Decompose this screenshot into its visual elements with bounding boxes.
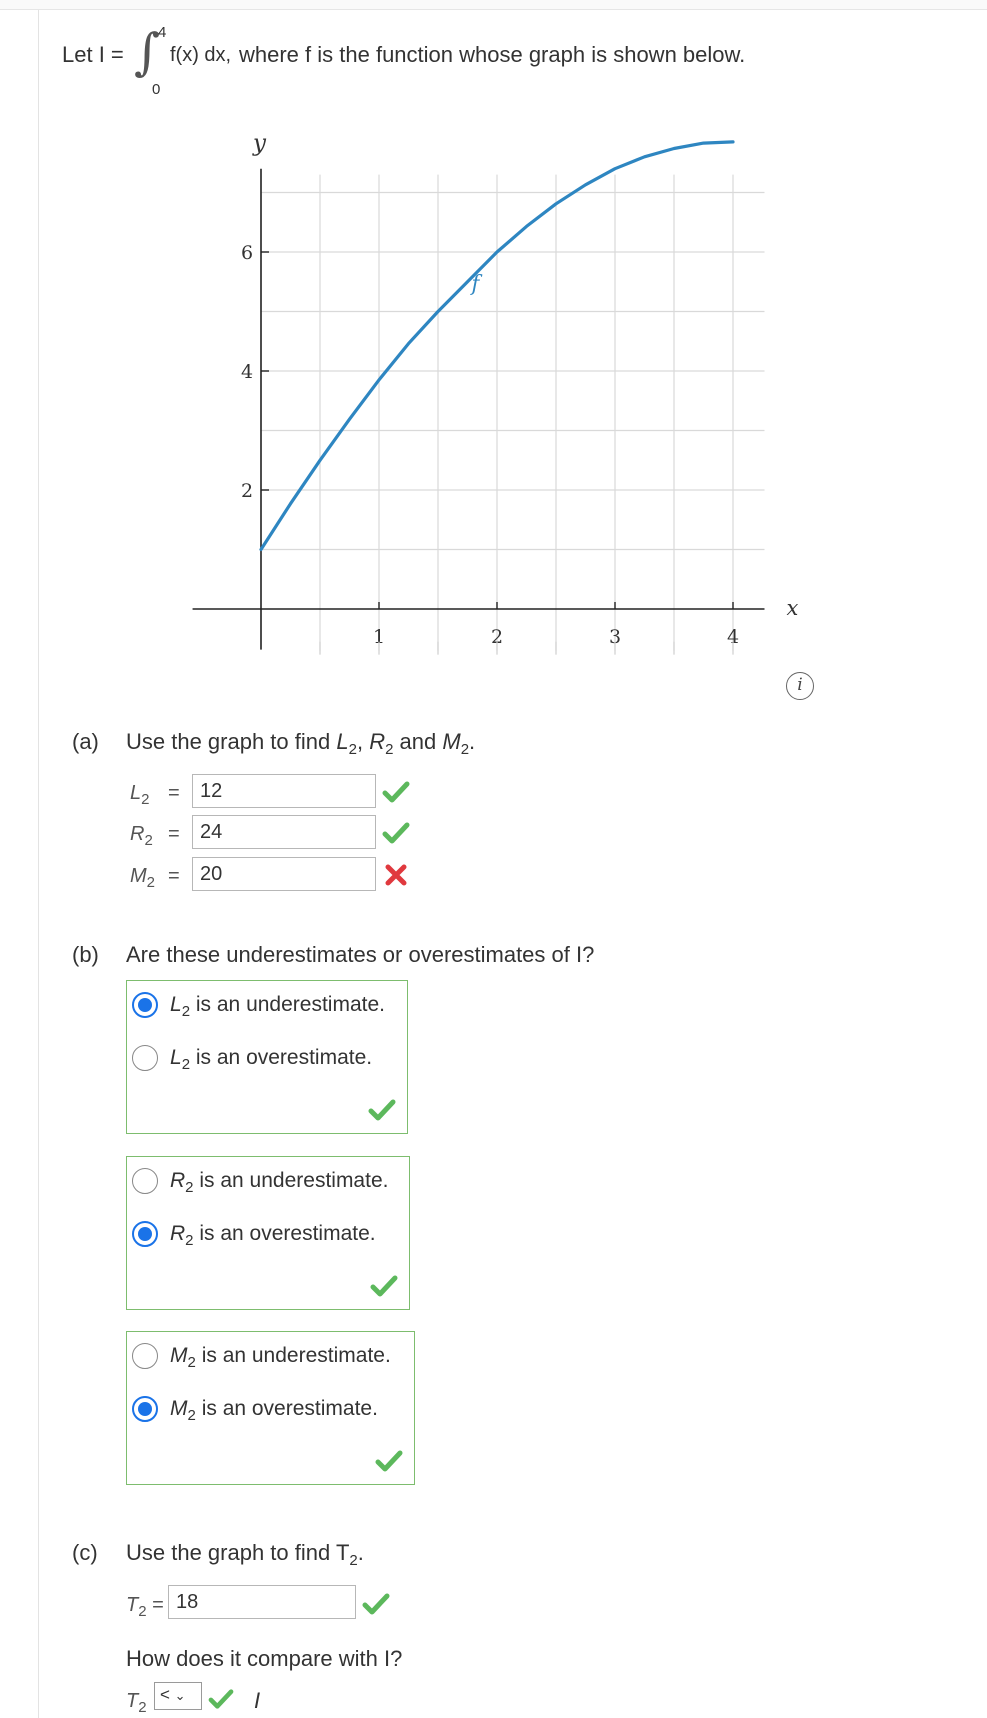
part-c-prompt-text: Use the graph to find T <box>126 1540 350 1565</box>
radio-option-label: $M_2$ is an overestimate. <box>170 1397 378 1424</box>
integrand: f(x) dx, <box>170 44 232 66</box>
radio-r2-overestimate[interactable] <box>132 1221 158 1247</box>
field-label-l2: $L_2$ <box>130 782 150 808</box>
y-axis-label: y <box>253 130 266 157</box>
function-graph <box>0 0 987 700</box>
integral-lower-limit: 0 <box>152 81 161 98</box>
x-tick-label: 1 <box>373 626 386 648</box>
radio-r2-underestimate[interactable] <box>132 1168 158 1194</box>
part-b-prompt: Are these underestimates or overestimates of I? <box>126 942 595 967</box>
compare-select[interactable] <box>154 1682 202 1710</box>
part-a-prompt: Use the graph to find $L_2$, $R_2$ and $M_2$. <box>126 729 476 758</box>
group-correct-check-icon <box>375 1449 403 1473</box>
integral-upper-limit: 4 <box>158 24 167 41</box>
field-label-r2: $R_2$ <box>130 823 153 849</box>
problem-intro-suffix: where f is the function whose graph is shown below. <box>239 42 746 67</box>
field-label-m2: $M_2$ <box>130 865 156 891</box>
t2-input[interactable]: 18 <box>168 1585 356 1619</box>
radio-option-label: $M_2$ is an underestimate. <box>170 1344 391 1371</box>
compare-select-value: < <box>160 1685 170 1704</box>
t2-correct-check-icon <box>362 1592 390 1616</box>
radio-option-label: $L_2$ is an underestimate. <box>170 993 385 1020</box>
y-tick-label: 6 <box>241 242 254 264</box>
x-tick-label: 4 <box>727 626 740 648</box>
radio-option-label: $L_2$ is an overestimate. <box>170 1046 373 1073</box>
compare-correct-check-icon <box>208 1688 234 1710</box>
equals-sign: = <box>168 823 180 845</box>
x-tick-label: 3 <box>609 626 622 648</box>
part-c-label: (c) <box>72 1540 98 1565</box>
m2-input[interactable]: 20 <box>192 857 376 891</box>
radio-option-label: $R_2$ is an underestimate. <box>170 1169 389 1196</box>
part-c-prompt: Use the graph to find $T_2$. <box>126 1540 364 1569</box>
t2-compare-label: $T_2$ <box>126 1690 147 1716</box>
y-tick-label: 4 <box>241 361 254 383</box>
radio-option-label: $R_2$ is an overestimate. <box>170 1222 376 1249</box>
group-correct-check-icon <box>368 1098 396 1122</box>
l2-input[interactable]: 12 <box>192 774 376 808</box>
group-correct-check-icon <box>370 1274 398 1298</box>
problem-intro-prefix: Let I = <box>62 42 124 67</box>
chevron-down-icon: ⌄ <box>174 1688 186 1703</box>
curve-label: f <box>471 271 480 296</box>
radio-l2-underestimate[interactable] <box>132 992 158 1018</box>
correct-check-icon <box>382 780 410 809</box>
equals-sign: = <box>168 782 180 804</box>
radio-m2-underestimate[interactable] <box>132 1343 158 1369</box>
integral-sign: ∫ <box>134 23 161 81</box>
r2-input[interactable]: 24 <box>192 815 376 849</box>
info-icon[interactable]: i <box>786 672 814 700</box>
equals-sign: = <box>168 865 180 887</box>
compare-prompt: How does it compare with I? <box>126 1646 403 1671</box>
part-a-prompt-text: Use the graph to find <box>126 729 331 754</box>
x-axis-label: x <box>786 596 799 620</box>
x-tick-label: 2 <box>491 626 504 648</box>
incorrect-cross-icon <box>384 863 408 892</box>
t2-label: $T_2$ = <box>126 1594 164 1620</box>
part-a-label: (a) <box>72 729 99 754</box>
correct-check-icon <box>382 821 410 850</box>
part-b-label: (b) <box>72 942 99 967</box>
radio-m2-overestimate[interactable] <box>132 1396 158 1422</box>
radio-l2-overestimate[interactable] <box>132 1045 158 1071</box>
compare-rhs: I <box>254 1688 261 1713</box>
y-tick-label: 2 <box>241 480 254 502</box>
